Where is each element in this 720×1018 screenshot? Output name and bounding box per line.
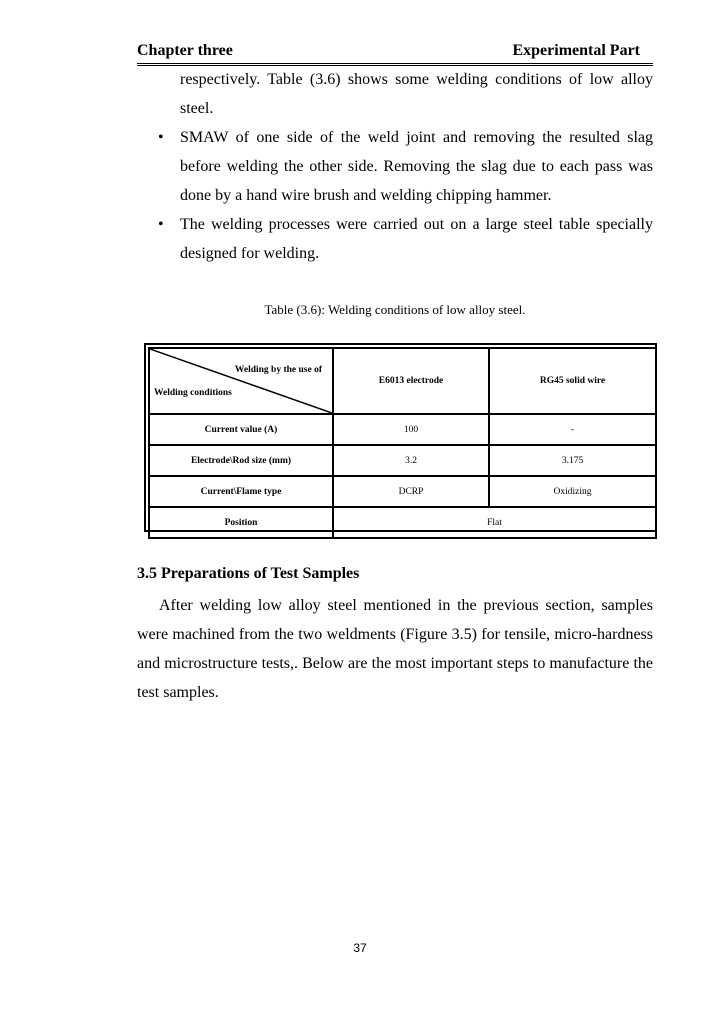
table-cell: DCRP <box>333 476 489 507</box>
table-row <box>149 414 656 445</box>
column-header: E6013 electrode <box>333 348 489 414</box>
column-header: RG45 solid wire <box>489 348 656 414</box>
bullet-text: The welding processes were carried out on a large steel table specially designed for welding. <box>180 216 653 262</box>
corner-header-cell <box>149 348 333 414</box>
page-header <box>137 42 653 64</box>
part-title: Experimental Part <box>512 42 640 59</box>
list-item <box>137 123 653 210</box>
list-item <box>137 210 653 268</box>
section-paragraph: After welding low alloy steel mentioned in the previous section, samples were machined from the two weldments (Figure 3.5) for tensile, micro-hardness and microstructure tests,. Below are the most important steps to manufacture the test samples. <box>137 597 653 701</box>
bullet-text: SMAW of one side of the weld joint and removing the resulted slag before welding the other side. Removing the slag due to each pass was done by a hand wire brush and welding chipping hammer. <box>180 129 653 204</box>
section-heading: 3.5 Preparations of Test Samples <box>137 565 360 582</box>
continuation-paragraph: respectively. Table (3.6) shows some welding conditions of low alloy steel. <box>180 71 653 117</box>
chapter-title: Chapter three <box>137 42 233 59</box>
table-cell: 100 <box>333 414 489 445</box>
merged-cell: Flat <box>333 507 656 538</box>
table-header-row <box>149 348 656 414</box>
table-cell: 3.2 <box>333 445 489 476</box>
diagonal-line <box>150 349 332 413</box>
row-label: Current value (A) <box>149 414 333 445</box>
page-number: 37 <box>353 941 367 955</box>
welding-conditions-table <box>148 347 657 539</box>
bullet-icon: • <box>158 129 164 146</box>
row-label: Electrode\Rod size (mm) <box>149 445 333 476</box>
table-caption: Table (3.6): Welding conditions of low alloy steel. <box>264 302 526 317</box>
table-frame <box>144 343 657 532</box>
table-cell: Oxidizing <box>489 476 656 507</box>
table-cell: 3.175 <box>489 445 656 476</box>
bullet-icon: • <box>158 216 164 233</box>
table-row <box>149 476 656 507</box>
row-label: Position <box>149 507 333 538</box>
corner-top-label: Welding by the use of <box>234 365 322 375</box>
row-label: Current\Flame type <box>149 476 333 507</box>
table-row <box>149 445 656 476</box>
corner-bottom-label: Welding conditions <box>154 388 232 398</box>
bullet-list <box>137 123 653 268</box>
table-cell: - <box>489 414 656 445</box>
table-row <box>149 507 656 538</box>
